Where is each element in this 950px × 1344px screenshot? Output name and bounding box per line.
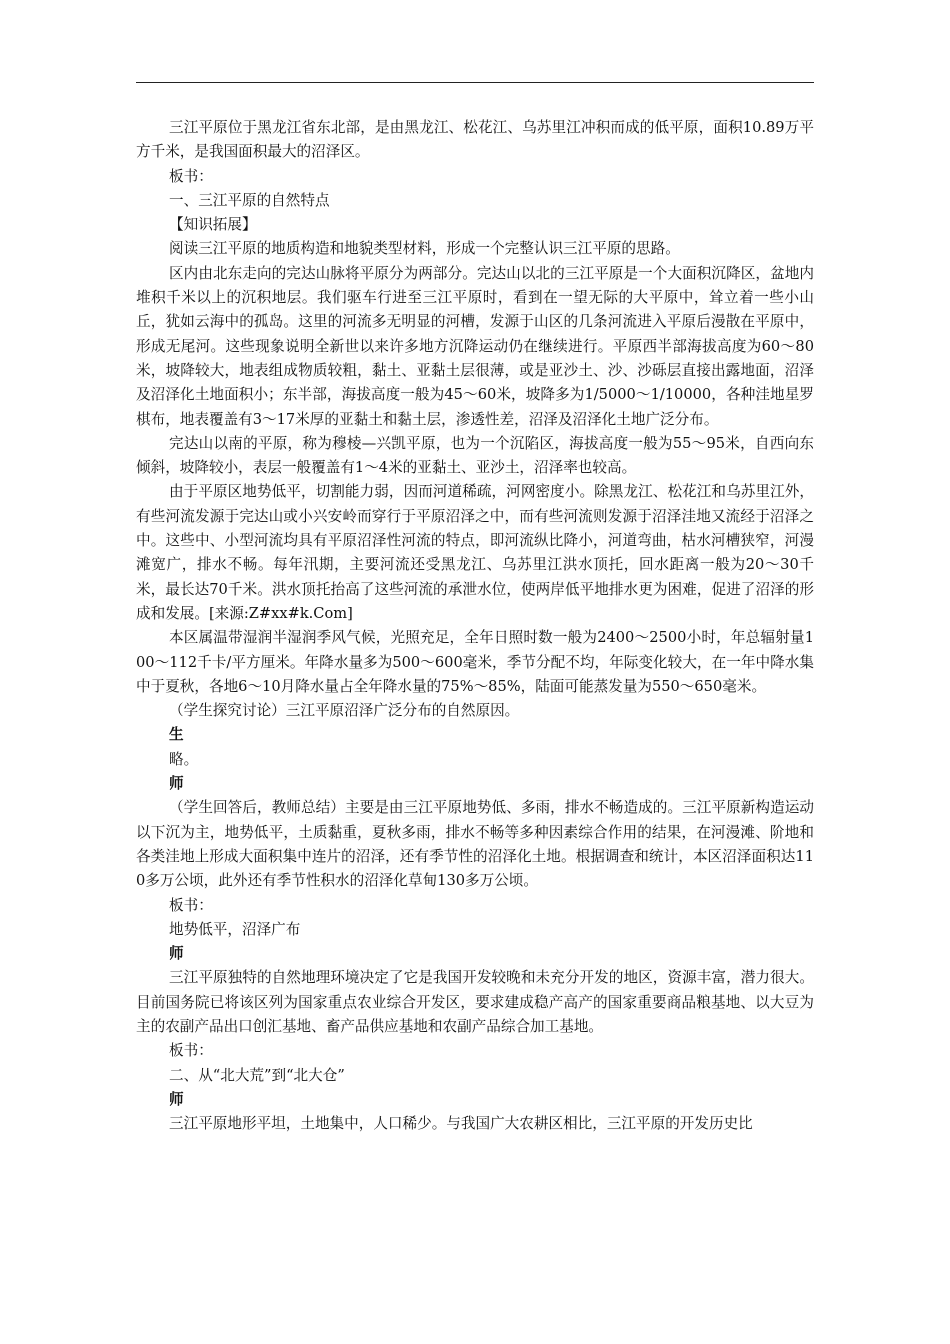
paragraph: 板书： [169,896,213,914]
paragraph: 板书： [169,167,213,185]
paragraph: 由于平原区地势低平，切割能力弱，因而河道稀疏，河网密度小。除黑龙江、松花江和乌苏里江外，有些河流发源于完达山或小兴安岭而穿行于平原沼泽之中，而有些河流则发源于沼泽洼地又流经于沼泽之中。这些中、小型河流均具有平原沼泽性河流的特点，即河流纵比降小，河道弯曲，枯水河槽狭窄，河漫滩宽广，排水不畅。每年汛期，主要河流还受黑龙江、乌苏里江洪水顶托，回水距离一般为20～30千米，最长达70千米。洪水顶托抬高了这些河流的承泄水位，使两岸低平地排水更为困难，促进了沼泽的形成和发展。[来源:Z#xx#k.Com] [136,483,814,622]
paragraph: 三江平原位于黑龙江省东北部，是由黑龙江、松花江、乌苏里江冲积而成的低平原，面积10.89万平方千米，是我国面积最大的沼泽区。 [136,119,814,161]
paragraph: 略。 [169,750,199,768]
header-rule [136,82,814,83]
speaker-label: 师 [169,1090,184,1108]
speaker-label: 生 [169,726,184,744]
paragraph: 区内由北东走向的完达山脉将平原分为两部分。完达山以北的三江平原是一个大面积沉降区，盆地内堆积千米以上的沉积地层。我们驱车行进至三江平原时，看到在一望无际的大平原中，耸立着一些小山丘，犹如云海中的孤岛。这里的河流多无明显的河槽，发源于山区的几条河流进入平原后漫散在平原中，形成无尾河。这些现象说明全新世以来许多地方沉降运动仍在继续进行。平原西半部海拔高度为60～80米，坡降较大，地表组成物质较粗，黏土、亚黏土层很薄，或是亚沙土、沙、沙砾层直接出露地面，沼泽及沼泽化土地面积小；东半部，海拔高度一般为45～60米，坡降多为1/5000～1/10000，各种洼地星罗棋布，地表覆盖有3～17米厚的亚黏土和黏土层，渗透性差，沼泽及沼泽化土地广泛分布。 [136,264,814,428]
paragraph: 本区属温带湿润半湿润季风气候，光照充足，全年日照时数一般为2400～2500小时，年总辐射量100～112千卡/平方厘米。年降水量多为500～600毫米，季节分配不均，年际变化较大，在一年中降水集中于夏秋，各地6～10月降水量占全年降水量的75%～85%，陆面可能蒸发量为550～650毫米。 [136,629,814,695]
section-heading: 一、三江平原的自然特点 [169,191,330,209]
paragraph: 地势低平，沼泽广布 [169,920,301,938]
section-heading: 二、从“北大荒”到“北大仓” [169,1066,345,1084]
paragraph: 三江平原独特的自然地理环境决定了它是我国开发较晚和未充分开发的地区，资源丰富，潜力很大。目前国务院已将该区列为国家重点农业综合开发区，要求建成稳产高产的国家重要商品粮基地、以大豆为主的农副产品出口创汇基地、畜产品供应基地和农副产品综合加工基地。 [136,969,814,1035]
paragraph: 完达山以南的平原，称为穆棱—兴凯平原，也为一个沉陷区，海拔高度一般为55～95米，自西向东倾斜，坡降较小，表层一般覆盖有1～4米的亚黏土、亚沙土，沼泽率也较高。 [136,434,814,477]
paragraph: （学生探究讨论）三江平原沼泽广泛分布的自然原因。 [169,702,520,720]
paragraph: （学生回答后，教师总结）主要是由三江平原地势低、多雨，排水不畅造成的。三江平原新构造运动以下沉为主，地势低平，土质黏重，夏秋多雨，排水不畅等多种因素综合作用的结果，在河漫滩、阶地和各类洼地上形成大面积集中连片的沼泽，还有季节性的沼泽化土地。根据调查和统计，本区沼泽面积达110多万公顷，此外还有季节性积水的沼泽化草甸130多万公顷。 [136,799,814,890]
speaker-label: 师 [169,945,184,963]
paragraph: 三江平原地形平坦，土地集中，人口稀少。与我国广大农耕区相比，三江平原的开发历史比 [169,1115,753,1133]
speaker-label: 师 [169,775,184,793]
paragraph: 板书： [169,1042,213,1060]
paragraph: 阅读三江平原的地质构造和地貌类型材料，形成一个完整认识三江平原的思路。 [169,240,680,258]
document-body [136,116,814,1136]
paragraph: 【知识拓展】 [169,216,257,234]
